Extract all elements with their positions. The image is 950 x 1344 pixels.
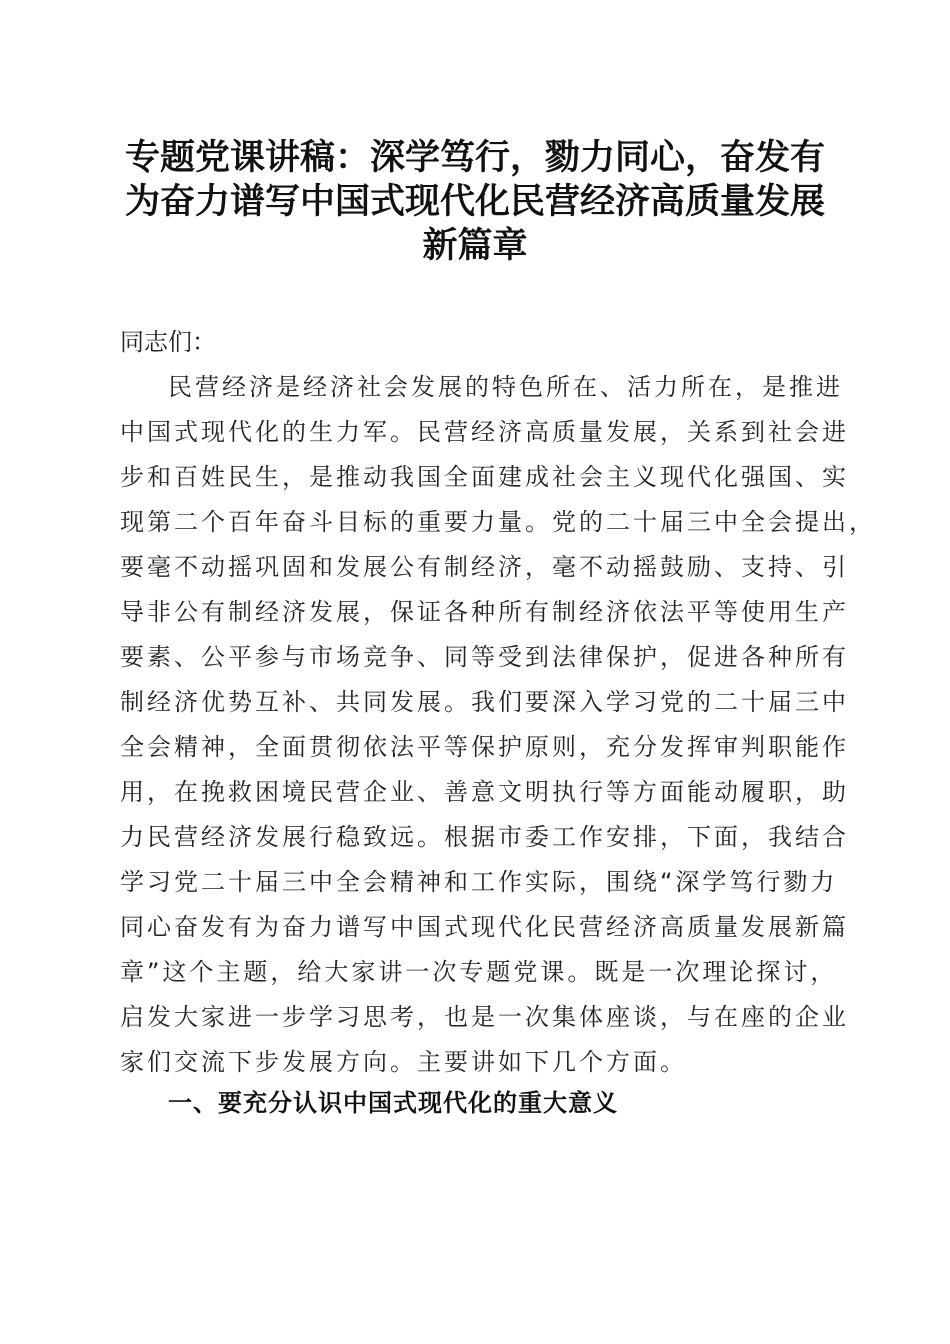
body-paragraph [120, 365, 876, 1085]
paragraph-line: 力民营经济发展行稳致远。根据市委工作安排，下面，我结合 [120, 823, 849, 851]
paragraph-line: 要素、公平参与市场竞争、同等受到法律保护，促进各种所有 [120, 643, 849, 671]
title-line: 为奋力谱写中国式现代化民营经济高质量发展 [124, 181, 825, 222]
paragraph-line: 章”这个主题，给大家讲一次专题党课。既是一次理论探讨， [120, 958, 838, 986]
title-line: 专题党课讲稿：深学笃行，勠力同心，奋发有 [124, 137, 825, 178]
paragraph-line: 启发大家进一步学习思考，也是一次集体座谈，与在座的企业 [120, 1003, 849, 1031]
paragraph-line: 现第二个百年奋斗目标的重要力量。党的二十届三中全会提出， [120, 508, 876, 536]
paragraph-line: 家们交流下步发展方向。主要讲如下几个方面。 [120, 1048, 687, 1076]
paragraph-line: 用，在挽救困境民营企业、善意文明执行等方面能动履职，助 [120, 778, 849, 806]
paragraph-line: 同心奋发有为奋力谱写中国式现代化民营经济高质量发展新篇 [120, 913, 849, 941]
paragraph-line: 中国式现代化的生力军。民营经济高质量发展，关系到社会进 [120, 418, 849, 446]
document-title [110, 136, 840, 268]
paragraph-line: 全会精神，全面贯彻依法平等保护原则，充分发挥审判职能作 [120, 733, 849, 761]
paragraph-line: 导非公有制经济发展，保证各种所有制经济依法平等使用生产 [120, 598, 849, 626]
salutation: 同志们： [120, 328, 216, 356]
title-line: 新篇章 [422, 225, 528, 266]
paragraph-line: 制经济优势互补、共同发展。我们要深入学习党的二十届三中 [120, 688, 849, 716]
paragraph-line: 要毫不动摇巩固和发展公有制经济，毫不动摇鼓励、支持、引 [120, 553, 849, 581]
paragraph-line: 民营经济是经济社会发展的特色所在、活力所在，是推进 [168, 373, 843, 401]
section-heading: 一、要充分认识中国式现代化的重大意义 [168, 1089, 618, 1117]
paragraph-line: 步和百姓民生，是推动我国全面建成社会主义现代化强国、实 [120, 463, 849, 491]
paragraph-line: 学习党二十届三中全会精神和工作实际，围绕“深学笃行勠力 [120, 868, 838, 896]
